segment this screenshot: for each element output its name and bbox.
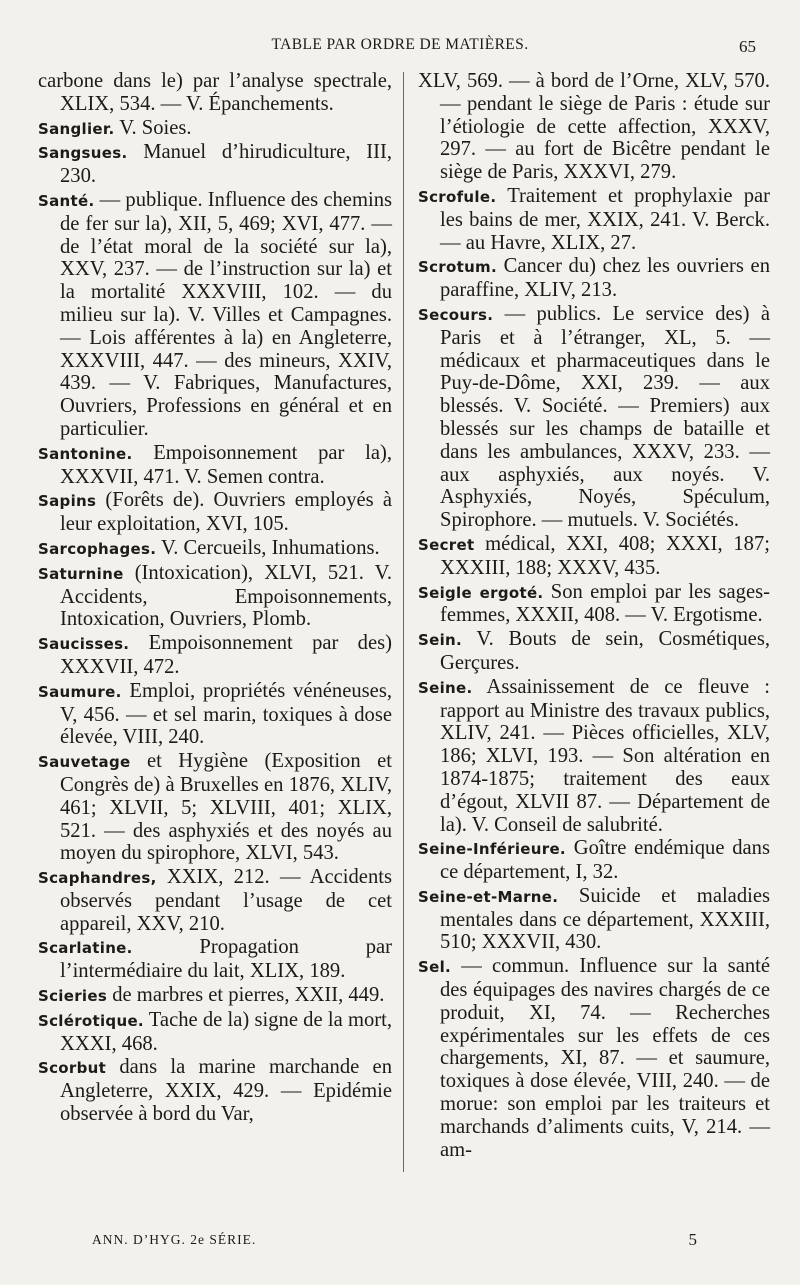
- entry-headword: Sclérotique.: [38, 1011, 144, 1030]
- entry-text: Empoisonnement par la), XXXVII, 471. V. Semen contra.: [60, 441, 392, 488]
- entry-headword: Seine.: [418, 678, 473, 697]
- running-header: [0, 36, 800, 60]
- entry-text: — publics. Le service des) à Paris et à l’étranger, XL, 5. — médicaux et pharmaceutiques dans le Puy-de-Dôme, XXI, 239. — aux blessés. V. Société. — Premiers) aux blessés sur les champs de bataille et dans les ambulances, XXXV, 233. — aux asphyxiés, aux noyés. V. Asphyxiés, Noyés, Spéculum, Spirophore. — mutuels. V. Sociétés.: [440, 302, 770, 532]
- index-entry: [418, 837, 770, 884]
- entry-text: dans la marine marchande en Angleterre, XXIX, 429. — Epidémie observée à bord du Var,: [60, 1056, 392, 1126]
- index-entry: [418, 955, 770, 1161]
- entry-text: et Hygiène (Exposition et Congrès de) à Bruxelles en 1876, XLIV, 461; XLVII, 5; XLVIII, 401; XLIX, 521. — des asphyxiés et des noyés au moyen du spirophore, XLVI, 543.: [60, 750, 392, 865]
- footer-sheet-number: 5: [688, 1230, 697, 1249]
- entry-headword: Sanglier.: [38, 119, 115, 138]
- entry-headword: Santé.: [38, 191, 95, 210]
- entry-headword: Sel.: [418, 958, 452, 977]
- page-footer: [0, 1232, 800, 1254]
- index-entry: [418, 628, 770, 675]
- entry-headword: Scarlatine.: [38, 939, 133, 958]
- entry-text: Emploi, propriétés vénéneuses, V, 456. — et sel marin, toxiques à dose élevée, VIII, 240.: [60, 679, 392, 749]
- entry-headword: Secret: [418, 535, 475, 554]
- entry-text: Assainissement de ce fleuve : rapport au Ministre des travaux publics, XLIV, 241. — Pièces officielles, XLV, 186; XLVI, 193. — Son altération en 1874-1875; traitement des eaux d’égout, XLVII 87. — Département de la). V. Conseil de salubrité.: [440, 675, 770, 836]
- entry-text: Cancer du) chez les ouvriers en paraffine, XLIV, 213.: [440, 255, 770, 302]
- page-title: TABLE PAR ORDRE DE MATIÈRES.: [271, 36, 529, 53]
- entry-text: médical, XXI, 408; XXXI, 187; XXXIII, 188; XXXV, 435.: [440, 532, 770, 579]
- entry-headword: Secours.: [418, 305, 494, 324]
- index-entry: [38, 866, 392, 935]
- index-entry: [38, 489, 392, 536]
- entry-text: carbone dans le) par l’analyse spectrale, XLIX, 534. — V. Épanchements.: [38, 70, 392, 115]
- index-entry: [418, 303, 770, 532]
- entry-text: V. Soies.: [119, 116, 192, 139]
- index-entry: [38, 189, 392, 441]
- entry-text: Son emploi par les sages-femmes, XXXII, 408. — V. Ergotisme.: [440, 580, 770, 627]
- entry-text: V. Cercueils, Inhumations.: [160, 536, 380, 559]
- entry-text: Propagation par l’intermédiaire du lait, XLIX, 189.: [60, 936, 392, 983]
- index-entry: [418, 533, 770, 580]
- entry-headword: Seigle ergoté.: [418, 583, 544, 602]
- entry-headword: Scaphandres,: [38, 869, 157, 888]
- index-entry: [38, 936, 392, 983]
- entry-text: Goître endémique dans ce département, I, 32.: [440, 837, 770, 884]
- entry-headword: Santonine.: [38, 444, 133, 463]
- entry-headword: Seine-Inférieure.: [418, 840, 566, 859]
- left-column: [38, 70, 392, 1185]
- index-entry: [38, 750, 392, 865]
- entry-text: V. Bouts de sein, Cosmétiques, Gerçures.: [440, 628, 770, 674]
- entry-text: de marbres et pierres, XXII, 449.: [112, 984, 385, 1007]
- entry-text: — commun. Influence sur la santé des équipages des navires chargés de ce produit, XI, 74. — Recherches expérimentales sur les effets de ces chargements, XI, 87. — et saumure, toxiques à dose élevée, VIII, 240. — de morue: son emploi par les traiteurs et marchands d’aliments cuits, V, 214. — am-: [440, 955, 770, 1161]
- entry-text: Manuel d’hirudiculture, III, 230.: [60, 141, 392, 188]
- index-entry: [38, 1009, 392, 1056]
- entry-headword: Saumure.: [38, 682, 122, 701]
- index-entry: [418, 885, 770, 954]
- entry-text: — publique. Influence des chemins de fer sur la), XII, 5, 469; XVI, 477. — de l’état moral de la société sur la), XXV, 237. — de l’instruction sur la) et la mortalité XXXVIII, 102. — du milieu sur la). V. Villes et Campagnes. — Lois afférentes à la) en Angleterre, XXXVIII, 447. — des mineurs, XXIV, 439. — V. Fabriques, Manufactures, Ouvriers, Professions en général et en particulier.: [60, 188, 392, 440]
- index-entry: [38, 442, 392, 489]
- entry-headword: Scorbut: [38, 1059, 107, 1078]
- entry-text: XLV, 569. — à bord de l’Orne, XLV, 570. — pendant le siège de Paris : étude sur l’étiologie de cette affection, XXXV, 297. — au fort de Bicêtre pendant le siège de Paris, XXXVI, 279.: [418, 70, 770, 184]
- entry-headword: Sein.: [418, 631, 462, 650]
- entry-text: (Forêts de). Ouvriers employés à leur exploitation, XVI, 105.: [60, 489, 392, 536]
- entry-headword: Scrofule.: [418, 187, 497, 206]
- column-divider: [403, 72, 404, 1172]
- page-number: 65: [739, 37, 756, 56]
- entry-text: Empoisonnement par des) XXXVII, 472.: [60, 632, 392, 678]
- index-entry: [418, 255, 770, 302]
- entry-headword: Seine-et-Marne.: [418, 887, 559, 906]
- entry-headword: Sangsues.: [38, 144, 128, 163]
- entry-text: (Intoxication), XLVI, 521. V. Accidents, Empoisonnements, Intoxication, Ouvriers, Plomb.: [60, 561, 392, 631]
- entry-headword: Sapins: [38, 492, 97, 511]
- index-entry: [38, 984, 392, 1008]
- entry-text: Tache de la) signe de la mort, XXXI, 468.: [60, 1008, 392, 1055]
- entry-headword: Sauvetage: [38, 753, 131, 772]
- entry-text: Traitement et prophylaxie par les bains de mer, XXIX, 241. V. Berck. — au Havre, XLIX, 27.: [440, 184, 770, 254]
- index-entry: [38, 1056, 392, 1125]
- index-entry: [418, 676, 770, 837]
- right-column: [418, 70, 770, 1185]
- index-entry: [38, 141, 392, 188]
- entry-headword: Saturnine: [38, 564, 124, 583]
- index-entry: [38, 117, 392, 141]
- index-entry: [418, 185, 770, 254]
- index-entry: [38, 680, 392, 749]
- entry-headword: Sarcophages.: [38, 539, 157, 558]
- footer-signature: ANN. D’HYG. 2e SÉRIE.: [92, 1232, 257, 1247]
- entry-headword: Saucisses.: [38, 635, 130, 654]
- index-entry: [38, 537, 392, 561]
- index-entry: [418, 581, 770, 628]
- entry-headword: Scieries: [38, 987, 108, 1006]
- index-entry: [38, 562, 392, 631]
- entry-text: XXIX, 212. — Accidents observés pendant l’usage de cet appareil, XXV, 210.: [60, 866, 392, 935]
- index-entry: [38, 70, 392, 116]
- index-entry: [38, 632, 392, 679]
- entry-text: Suicide et maladies mentales dans ce département, XXXIII, 510; XXXVII, 430.: [440, 884, 770, 954]
- index-entry: [418, 70, 770, 184]
- entry-headword: Scrotum.: [418, 258, 497, 277]
